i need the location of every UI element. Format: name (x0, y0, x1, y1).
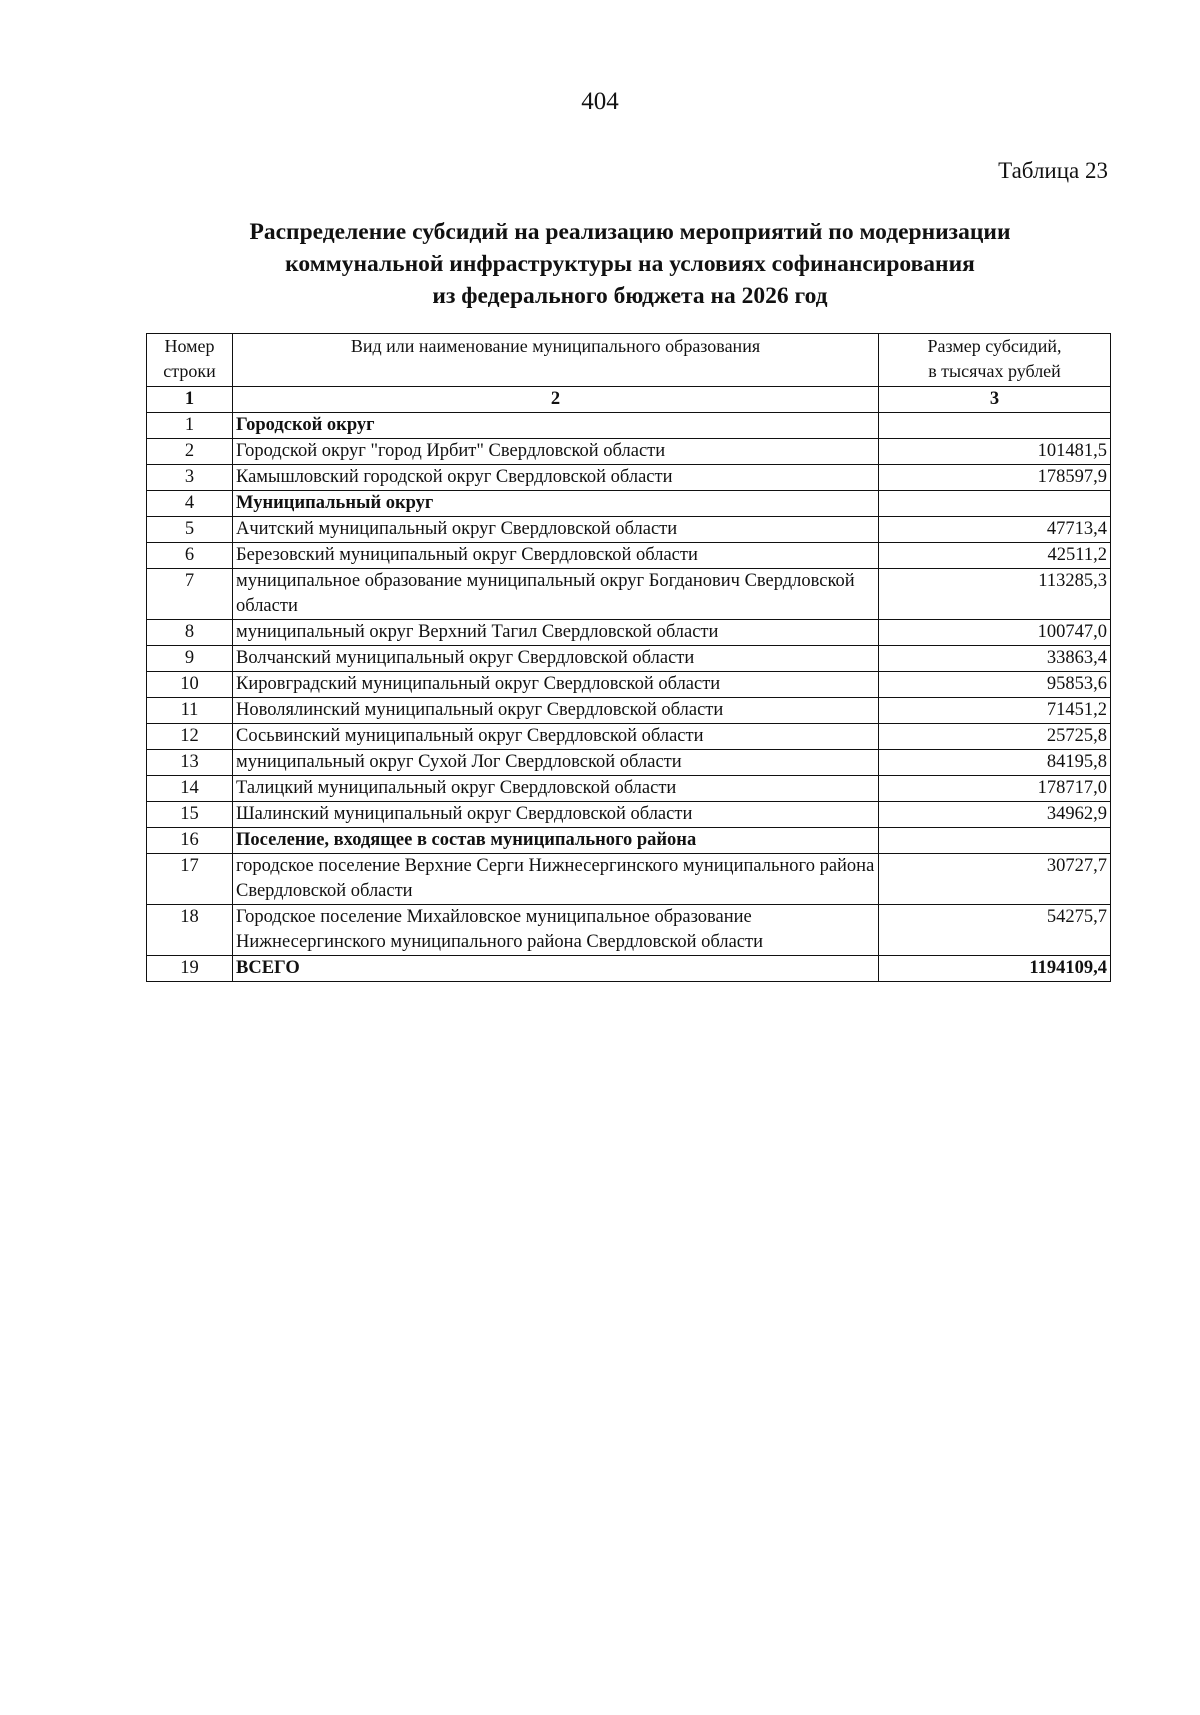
municipality-name: Поселение, входящее в состав муниципального района (233, 828, 879, 854)
table-row (147, 854, 1111, 905)
municipality-name: муниципальное образование муниципальный округ Богданович Свердловской области (233, 569, 879, 620)
row-number: 4 (147, 491, 233, 517)
municipality-name: Волчанский муниципальный округ Свердловской области (233, 646, 879, 672)
header-subsidy-amount-line: Размер субсидий, (927, 336, 1062, 356)
subsidy-amount (879, 828, 1111, 854)
municipality-name: Березовский муниципальный округ Свердловской области (233, 543, 879, 569)
table-row (147, 750, 1111, 776)
municipality-name: Ачитский муниципальный округ Свердловской области (233, 517, 879, 543)
column-index: 3 (879, 387, 1111, 413)
subsidy-amount: 47713,4 (879, 517, 1111, 543)
table-row (147, 724, 1111, 750)
row-number: 8 (147, 620, 233, 646)
header-row-number (147, 334, 233, 387)
municipality-name: городское поселение Верхние Серги Нижнесергинского муниципального района Свердловской области (233, 854, 879, 905)
table-header-row (147, 334, 1111, 387)
row-number: 6 (147, 543, 233, 569)
municipality-name: Городской округ "город Ирбит" Свердловской области (233, 439, 879, 465)
row-number: 12 (147, 724, 233, 750)
table-group-row (147, 828, 1111, 854)
subsidy-amount: 95853,6 (879, 672, 1111, 698)
municipality-name: Городской округ (233, 413, 879, 439)
subsidy-amount: 25725,8 (879, 724, 1111, 750)
municipality-name: муниципальный округ Верхний Тагил Свердловской области (233, 620, 879, 646)
document-title-line: коммунальной инфраструктуры на условиях софинансирования (285, 251, 975, 277)
column-index: 2 (233, 387, 879, 413)
row-number: 1 (147, 413, 233, 439)
document-title-line: Распределение субсидий на реализацию мероприятий по модернизации (249, 219, 1011, 245)
table-row (147, 517, 1111, 543)
row-number: 17 (147, 854, 233, 905)
table-row (147, 439, 1111, 465)
subsidy-amount: 30727,7 (879, 854, 1111, 905)
table-row (147, 569, 1111, 620)
table-group-row (147, 413, 1111, 439)
subsidy-table (146, 333, 1111, 982)
row-number: 3 (147, 465, 233, 491)
table-row (147, 905, 1111, 956)
table-row (147, 646, 1111, 672)
header-row-number-line: строки (163, 361, 216, 381)
header-row-number-line: Номер (164, 336, 215, 356)
row-number: 19 (147, 956, 233, 982)
row-number: 11 (147, 698, 233, 724)
row-number: 13 (147, 750, 233, 776)
document-title (150, 216, 1110, 312)
subsidy-amount: 101481,5 (879, 439, 1111, 465)
subsidy-amount (879, 491, 1111, 517)
table-row (147, 776, 1111, 802)
table-body (147, 413, 1111, 982)
subsidy-amount: 54275,7 (879, 905, 1111, 956)
row-number: 9 (147, 646, 233, 672)
table-row (147, 802, 1111, 828)
subsidy-amount: 34962,9 (879, 802, 1111, 828)
row-number: 18 (147, 905, 233, 956)
municipality-name: Сосьвинский муниципальный округ Свердловской области (233, 724, 879, 750)
row-number: 15 (147, 802, 233, 828)
row-number: 2 (147, 439, 233, 465)
municipality-name: Муниципальный округ (233, 491, 879, 517)
table-row (147, 620, 1111, 646)
subsidy-amount: 84195,8 (879, 750, 1111, 776)
municipality-name: муниципальный округ Сухой Лог Свердловской области (233, 750, 879, 776)
subsidy-amount (879, 413, 1111, 439)
header-subsidy-amount (879, 334, 1111, 387)
municipality-name: Шалинский муниципальный округ Свердловской области (233, 802, 879, 828)
table-total-row (147, 956, 1111, 982)
row-number: 10 (147, 672, 233, 698)
column-index: 1 (147, 387, 233, 413)
page-number: 404 (581, 88, 619, 115)
column-index-row (147, 387, 1111, 413)
header-subsidy-amount-line: в тысячах рублей (928, 361, 1061, 381)
subsidy-amount: 100747,0 (879, 620, 1111, 646)
table-group-row (147, 491, 1111, 517)
row-number: 7 (147, 569, 233, 620)
municipality-name: Новолялинский муниципальный округ Свердловской области (233, 698, 879, 724)
table-row (147, 672, 1111, 698)
subsidy-amount: 178597,9 (879, 465, 1111, 491)
row-number: 14 (147, 776, 233, 802)
municipality-name: Камышловский городской округ Свердловской области (233, 465, 879, 491)
document-title-line: из федерального бюджета на 2026 год (432, 283, 828, 309)
table-row (147, 698, 1111, 724)
table-row (147, 543, 1111, 569)
subsidy-amount: 178717,0 (879, 776, 1111, 802)
subsidy-amount: 1194109,4 (879, 956, 1111, 982)
table-label: Таблица 23 (998, 158, 1108, 183)
subsidy-amount: 71451,2 (879, 698, 1111, 724)
subsidy-amount: 42511,2 (879, 543, 1111, 569)
subsidy-amount: 113285,3 (879, 569, 1111, 620)
municipality-name: ВСЕГО (233, 956, 879, 982)
subsidy-amount: 33863,4 (879, 646, 1111, 672)
header-municipality-name: Вид или наименование муниципального образования (233, 334, 879, 387)
row-number: 5 (147, 517, 233, 543)
municipality-name: Городское поселение Михайловское муниципальное образование Нижнесергинского муниципального района Свердловской области (233, 905, 879, 956)
table-row (147, 465, 1111, 491)
row-number: 16 (147, 828, 233, 854)
municipality-name: Кировградский муниципальный округ Свердловской области (233, 672, 879, 698)
municipality-name: Талицкий муниципальный округ Свердловской области (233, 776, 879, 802)
